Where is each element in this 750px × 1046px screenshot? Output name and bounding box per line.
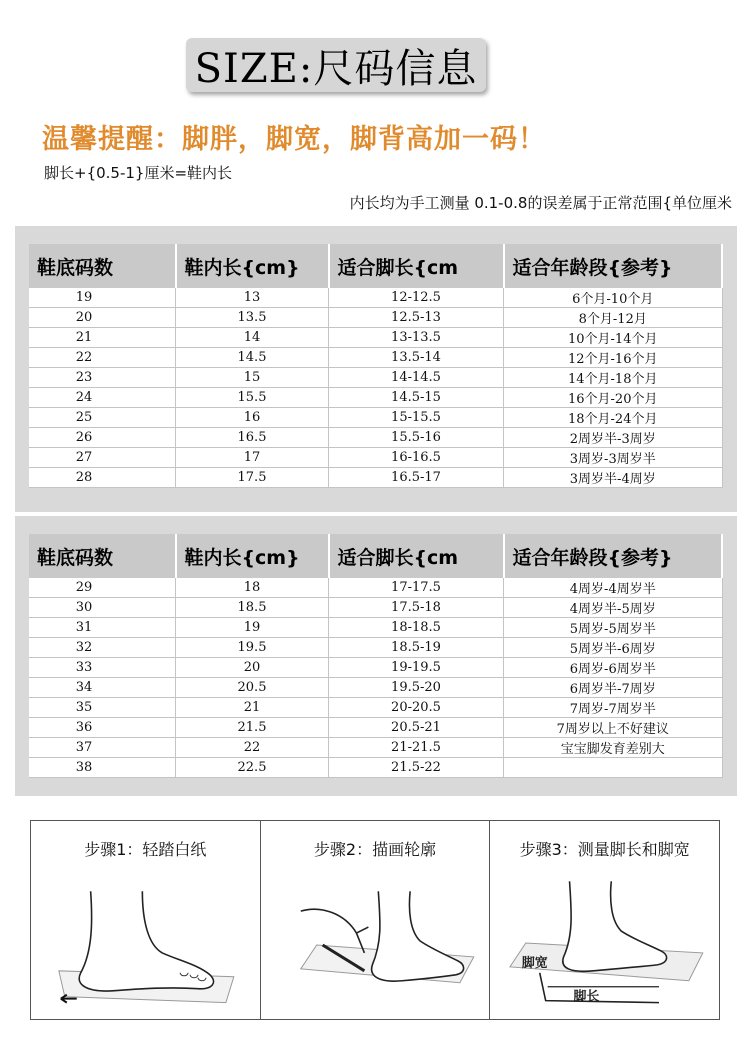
foot-length-cell: 14.5-15 bbox=[329, 388, 504, 408]
table-row bbox=[29, 428, 722, 448]
age-range-cell: 14个月-18个月 bbox=[504, 368, 723, 388]
col-header-inner-length: 鞋内长{cm} bbox=[176, 244, 329, 288]
table-row bbox=[29, 738, 722, 758]
sole-size-cell: 23 bbox=[29, 368, 176, 388]
inner-length-cell: 20 bbox=[176, 658, 329, 678]
sole-size-cell: 36 bbox=[29, 718, 176, 738]
age-range-cell: 12个月-16个月 bbox=[504, 348, 723, 368]
table-row bbox=[29, 468, 722, 488]
age-range-cell: 3周岁-3周岁半 bbox=[504, 448, 723, 468]
inner-length-cell: 16.5 bbox=[176, 428, 329, 448]
size-formula: 脚长+{0.5-1}厘米=鞋内长 bbox=[44, 164, 233, 182]
inner-length-cell: 22 bbox=[176, 738, 329, 758]
table-row bbox=[29, 658, 722, 678]
step-3-panel bbox=[490, 821, 719, 1019]
age-range-cell: 10个月-14个月 bbox=[504, 328, 723, 348]
foot-length-cell: 14-14.5 bbox=[329, 368, 504, 388]
sole-size-cell: 22 bbox=[29, 348, 176, 368]
sole-size-cell: 32 bbox=[29, 638, 176, 658]
table-row bbox=[29, 448, 722, 468]
inner-length-cell: 14.5 bbox=[176, 348, 329, 368]
sole-size-cell: 35 bbox=[29, 698, 176, 718]
table-row bbox=[29, 388, 722, 408]
table-row bbox=[29, 698, 722, 718]
inner-length-cell: 20.5 bbox=[176, 678, 329, 698]
inner-length-cell: 18 bbox=[176, 578, 329, 598]
age-range-cell: 18个月-24个月 bbox=[504, 408, 723, 428]
inner-length-cell: 13 bbox=[176, 288, 329, 308]
foot-length-cell: 19.5-20 bbox=[329, 678, 504, 698]
foot-length-cell: 17.5-18 bbox=[329, 598, 504, 618]
age-range-cell: 5周岁半-6周岁 bbox=[504, 638, 723, 658]
measure-foot-icon bbox=[490, 861, 719, 1019]
age-range-cell: 2周岁半-3周岁 bbox=[504, 428, 723, 448]
table-row bbox=[29, 308, 722, 328]
age-range-cell: 5周岁-5周岁半 bbox=[504, 618, 723, 638]
age-range-cell: 4周岁-4周岁半 bbox=[504, 578, 723, 598]
age-range-cell bbox=[504, 758, 723, 778]
step-3-label: 步骤3：测量脚长和脚宽 bbox=[519, 840, 690, 859]
sole-size-cell: 27 bbox=[29, 448, 176, 468]
table-row bbox=[29, 368, 722, 388]
foot-length-cell: 18-18.5 bbox=[329, 618, 504, 638]
size-table-2 bbox=[29, 534, 723, 778]
age-range-cell: 8个月-12月 bbox=[504, 308, 723, 328]
table-row bbox=[29, 678, 722, 698]
sole-size-cell: 26 bbox=[29, 428, 176, 448]
step-2-panel bbox=[261, 821, 491, 1019]
foot-length-cell: 15-15.5 bbox=[329, 408, 504, 428]
sole-size-cell: 31 bbox=[29, 618, 176, 638]
inner-length-cell: 17 bbox=[176, 448, 329, 468]
sole-size-cell: 19 bbox=[29, 288, 176, 308]
foot-length-cell: 21.5-22 bbox=[329, 758, 504, 778]
col-header-inner-length: 鞋内长{cm} bbox=[176, 534, 329, 578]
age-range-cell: 7周岁-7周岁半 bbox=[504, 698, 723, 718]
sole-size-cell: 25 bbox=[29, 408, 176, 428]
table-row bbox=[29, 578, 722, 598]
col-header-age-range: 适合年龄段{参考} bbox=[504, 534, 723, 578]
col-header-foot-length: 适合脚长{cm bbox=[329, 244, 504, 288]
foot-on-paper-icon bbox=[31, 861, 260, 1019]
foot-length-cell: 15.5-16 bbox=[329, 428, 504, 448]
size-table-2-body bbox=[29, 578, 722, 777]
sole-size-cell: 37 bbox=[29, 738, 176, 758]
sizing-tip: 温馨提醒：脚胖，脚宽，脚背高加一码！ bbox=[42, 124, 546, 155]
sole-size-cell: 29 bbox=[29, 578, 176, 598]
size-table-1 bbox=[29, 244, 723, 488]
table-row bbox=[29, 718, 722, 738]
foot-length-cell: 12.5-13 bbox=[329, 308, 504, 328]
inner-length-cell: 16 bbox=[176, 408, 329, 428]
foot-length-cell: 13-13.5 bbox=[329, 328, 504, 348]
size-table-panel-2 bbox=[15, 516, 737, 796]
age-range-cell: 16个月-20个月 bbox=[504, 388, 723, 408]
foot-length-cell: 21-21.5 bbox=[329, 738, 504, 758]
inner-length-cell: 22.5 bbox=[176, 758, 329, 778]
sole-size-cell: 24 bbox=[29, 388, 176, 408]
inner-length-cell: 21.5 bbox=[176, 718, 329, 738]
table-header-row bbox=[29, 534, 722, 578]
col-header-age-range: 适合年龄段{参考} bbox=[504, 244, 723, 288]
sole-size-cell: 30 bbox=[29, 598, 176, 618]
sole-size-cell: 21 bbox=[29, 328, 176, 348]
page-title: SIZE:尺码信息 bbox=[186, 38, 486, 92]
table-row bbox=[29, 288, 722, 308]
inner-length-cell: 18.5 bbox=[176, 598, 329, 618]
table-row bbox=[29, 408, 722, 428]
size-table-panel-1 bbox=[15, 226, 737, 512]
measurement-steps bbox=[30, 820, 720, 1020]
inner-length-cell: 15.5 bbox=[176, 388, 329, 408]
age-range-cell: 6周岁半-7周岁 bbox=[504, 678, 723, 698]
trace-outline-icon bbox=[261, 861, 490, 1019]
age-range-cell: 4周岁半-5周岁 bbox=[504, 598, 723, 618]
inner-length-cell: 14 bbox=[176, 328, 329, 348]
sole-size-cell: 34 bbox=[29, 678, 176, 698]
foot-length-cell: 20.5-21 bbox=[329, 718, 504, 738]
foot-length-cell: 19-19.5 bbox=[329, 658, 504, 678]
age-range-cell: 3周岁半-4周岁 bbox=[504, 468, 723, 488]
col-header-sole-size: 鞋底码数 bbox=[29, 244, 176, 288]
step-1-panel bbox=[31, 821, 261, 1019]
foot-length-cell: 16-16.5 bbox=[329, 448, 504, 468]
size-table-1-body bbox=[29, 288, 722, 488]
table-row bbox=[29, 618, 722, 638]
foot-width-label: 脚宽 bbox=[522, 955, 548, 971]
foot-length-cell: 12-12.5 bbox=[329, 288, 504, 308]
step-1-label: 步骤1：轻踏白纸 bbox=[84, 840, 207, 859]
foot-length-cell: 17-17.5 bbox=[329, 578, 504, 598]
inner-length-cell: 13.5 bbox=[176, 308, 329, 328]
table-row bbox=[29, 328, 722, 348]
table-row bbox=[29, 348, 722, 368]
sole-size-cell: 38 bbox=[29, 758, 176, 778]
col-header-foot-length: 适合脚长{cm bbox=[329, 534, 504, 578]
table-header-row bbox=[29, 244, 722, 288]
table-row bbox=[29, 758, 722, 778]
foot-length-cell: 16.5-17 bbox=[329, 468, 504, 488]
foot-length-cell: 20-20.5 bbox=[329, 698, 504, 718]
age-range-cell: 宝宝脚发育差别大 bbox=[504, 738, 723, 758]
sole-size-cell: 28 bbox=[29, 468, 176, 488]
step-2-label: 步骤2：描画轮廓 bbox=[313, 840, 437, 859]
inner-length-cell: 17.5 bbox=[176, 468, 329, 488]
inner-length-cell: 19 bbox=[176, 618, 329, 638]
sole-size-cell: 33 bbox=[29, 658, 176, 678]
inner-length-cell: 19.5 bbox=[176, 638, 329, 658]
age-range-cell: 7周岁以上不好建议 bbox=[504, 718, 723, 738]
inner-length-cell: 21 bbox=[176, 698, 329, 718]
age-range-cell: 6周岁-6周岁半 bbox=[504, 658, 723, 678]
table-row bbox=[29, 598, 722, 618]
measurement-note: 内长均为手工测量 0.1-0.8的误差属于正常范围{单位厘米 bbox=[349, 194, 732, 212]
table-row bbox=[29, 638, 722, 658]
inner-length-cell: 15 bbox=[176, 368, 329, 388]
foot-length-cell: 13.5-14 bbox=[329, 348, 504, 368]
foot-length-label: 脚长 bbox=[573, 989, 600, 1005]
foot-length-cell: 18.5-19 bbox=[329, 638, 504, 658]
sole-size-cell: 20 bbox=[29, 308, 176, 328]
col-header-sole-size: 鞋底码数 bbox=[29, 534, 176, 578]
age-range-cell: 6个月-10个月 bbox=[504, 288, 723, 308]
